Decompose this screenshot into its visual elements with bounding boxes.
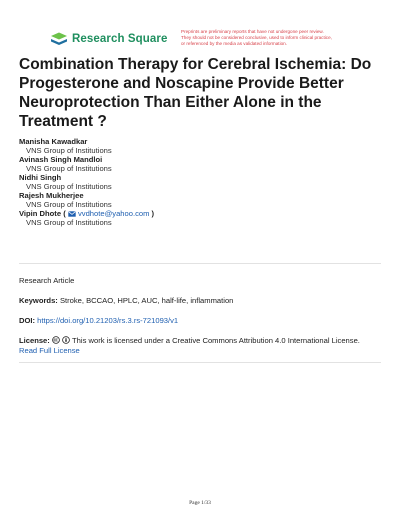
doi-label: DOI: xyxy=(19,316,36,325)
mail-icon xyxy=(68,211,76,217)
read-full-license-link[interactable]: Read Full License xyxy=(19,346,80,355)
article-type-label: Research Article xyxy=(19,276,75,285)
author-name: Nidhi Singh xyxy=(19,173,62,182)
author-entry xyxy=(19,137,379,155)
preprint-notice xyxy=(181,29,381,47)
keywords-value: Stroke, BCCAO, HPLC, AUC, half-life, inflammation xyxy=(59,296,234,305)
creative-commons-icon xyxy=(52,336,60,344)
logo-text: Research Square xyxy=(72,33,168,45)
keywords xyxy=(19,296,384,306)
author-affiliation: VNS Group of Institutions xyxy=(26,182,112,191)
author-name: Rajesh Mukherjee xyxy=(19,191,84,200)
keywords-label: Keywords: xyxy=(19,296,58,305)
license-text: This work is licensed under a Creative Commons Attribution 4.0 International License. xyxy=(72,336,360,345)
author-email-link[interactable]: vvdhote@yahoo.com xyxy=(77,209,150,218)
attribution-icon xyxy=(62,336,70,344)
notice-line: They should not be considered conclusive, used to inform clinical practice, xyxy=(181,35,332,40)
license xyxy=(19,336,384,356)
research-square-logo[interactable] xyxy=(50,32,167,46)
doi-link[interactable]: https://doi.org/10.21203/rs.3.rs-721093/v1 xyxy=(37,316,179,325)
author-affiliation: VNS Group of Institutions xyxy=(26,218,112,227)
author-entry xyxy=(19,155,379,173)
license-label: License: xyxy=(19,336,50,345)
author-entry xyxy=(19,173,379,191)
notice-line: Preprints are preliminary reports that have not undergone peer review. xyxy=(181,29,324,34)
corresponding-author-name: Vipin Dhote xyxy=(19,209,62,218)
author-list xyxy=(19,137,379,227)
notice-line: or referenced by the media as validated information. xyxy=(181,41,287,46)
article-type xyxy=(19,276,384,286)
divider xyxy=(19,263,381,264)
author-affiliation: VNS Group of Institutions xyxy=(26,146,112,155)
author-affiliation: VNS Group of Institutions xyxy=(26,200,112,209)
doi xyxy=(19,316,384,326)
author-entry xyxy=(19,191,379,209)
paper-title: Combination Therapy for Cerebral Ischemia: Do Progesterone and Noscapine Provide Better Neuroprotection Than Either Alone in the Treatment ? xyxy=(19,56,372,130)
divider xyxy=(19,362,381,363)
page-number: Page 1/33 xyxy=(189,500,211,506)
research-square-logo-icon xyxy=(50,32,68,46)
author-affiliation: VNS Group of Institutions xyxy=(26,164,112,173)
author-name: Manisha Kawadkar xyxy=(19,137,88,146)
header xyxy=(0,28,400,54)
author-name: Vipin Dhote ( vvdhote@yahoo.com ) xyxy=(19,209,155,218)
corresponding-author-entry xyxy=(19,209,379,227)
author-name: Avinash Singh Mandloi xyxy=(19,155,103,164)
